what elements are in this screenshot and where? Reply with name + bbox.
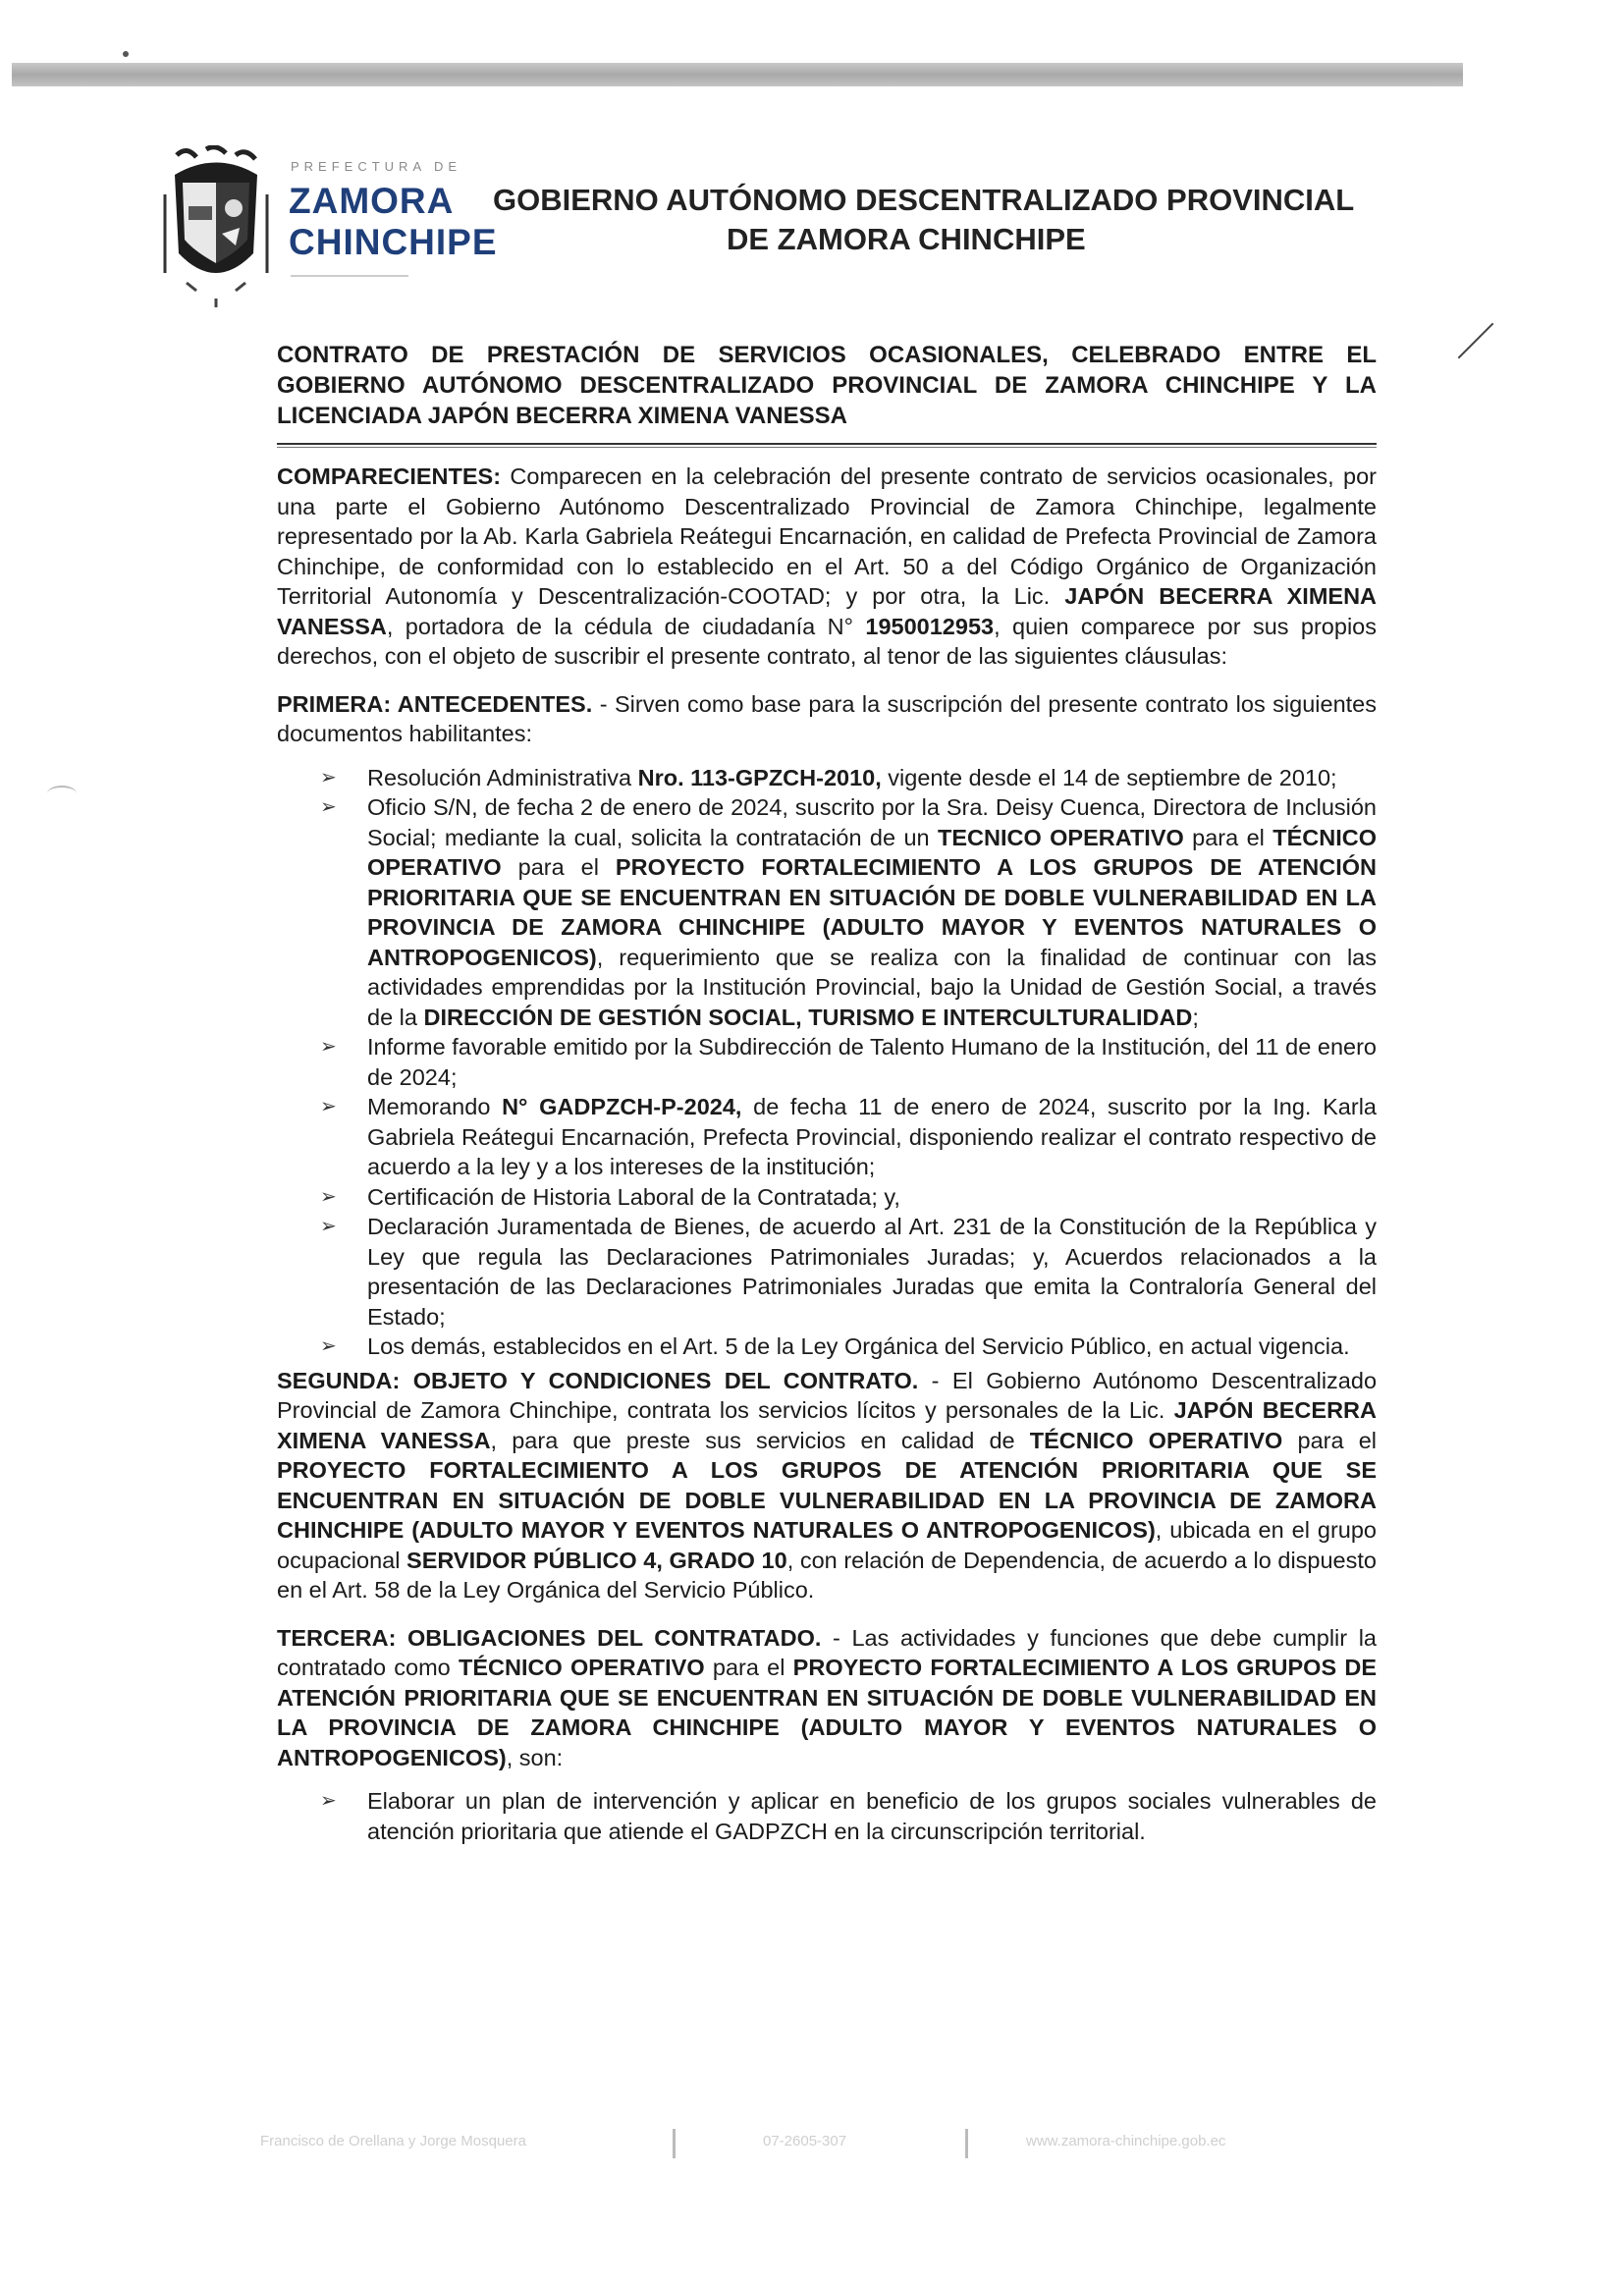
tercera-paragraph [277, 1623, 1377, 1773]
project-name: PROYECTO FORTALECIMIENTO A LOS GRUPOS DE ATENCIÓN PRIORITARIA QUE SE ENCUENTRAN EN SITUACIÓN DE DOBLE VULNERABILIDAD EN LA PROVINCIA DE ZAMORA CHINCHIPE (ADULTO MAYOR Y EVENTOS NATURALES O ANTROPOGENICOS) [277, 1457, 1377, 1543]
page-footer [260, 2129, 1340, 2158]
footer-separator [673, 2129, 676, 2158]
footer-separator [965, 2129, 968, 2158]
list-item [320, 792, 1378, 1032]
item-bold: PROYECTO FORTALECIMIENTO A LOS GRUPOS DE ATENCIÓN PRIORITARIA QUE SE ENCUENTRAN EN SITUACIÓN DE DOBLE VULNERABILIDAD EN LA PROVINCIA DE ZAMORA CHINCHIPE (ADULTO MAYOR Y EVENTOS NATURALES O ANTROPOGENICOS) [367, 854, 1378, 970]
item-text: de fecha 11 de enero de 2024, suscrito por la Ing. Karla Gabriela Reátegui Encarnación, Prefecta Provincial, disponiendo realizar el contrato respectivo de acuerdo a la ley y a los intereses de la institución; [367, 1094, 1377, 1179]
cedula-number: 1950012953 [865, 613, 995, 639]
government-title-line-1: GOBIERNO AUTÓNOMO DESCENTRALIZADO PROVINCIAL [493, 183, 1355, 217]
arrow-bullet-icon: ➢ [320, 1216, 337, 1237]
obligaciones-list [277, 1786, 1377, 1846]
item-bold: Nro. 113-GPZCH-2010, [637, 764, 882, 790]
brand-rule [291, 275, 408, 277]
item-bold: TECNICO OPERATIVO [937, 824, 1184, 850]
title-divider [277, 443, 1377, 448]
paragraph-text: - El Gobierno Autónomo Descentralizado Provincial de Zamora Chinchipe, contrata los servicios lícitos y personales de la Lic. [277, 1367, 1378, 1423]
brand-line-1: ZAMORA [289, 181, 455, 221]
paragraph-text: , con relación de Dependencia, de acuerdo a lo dispuesto en el Art. 58 de la Ley Orgánica del Servicio Público. [277, 1547, 1377, 1603]
list-item [320, 1212, 1377, 1332]
list-item [320, 1092, 1377, 1182]
paragraph-text: , ubicada en el grupo ocupacional [277, 1517, 1377, 1573]
primera-paragraph [277, 689, 1377, 749]
list-item [320, 1182, 1377, 1213]
comparecientes-paragraph [277, 462, 1377, 672]
antecedentes-list [277, 763, 1377, 1362]
section-label: TERCERA: OBLIGACIONES DEL CONTRATADO. [277, 1624, 822, 1651]
item-text: para el [1183, 824, 1273, 850]
paragraph-text: para el [704, 1655, 793, 1680]
job-title: TÉCNICO OPERATIVO [458, 1655, 705, 1680]
item-bold: N° GADPZCH-P-2024, [502, 1094, 742, 1119]
footer-website: www.zamora-chinchipe.gob.ec [1026, 2133, 1226, 2149]
brand-name [289, 181, 498, 263]
item-text: Oficio S/N, de fecha 2 de enero de 2024, suscrito por la Sra. Deisy Cuenca, Directora de Inclusión Social; mediante la cual, solicita la contratación de un [367, 794, 1377, 850]
contractor-name: JAPÓN BECERRA XIMENA VANESSA [277, 583, 1378, 639]
occupational-group: SERVIDOR PÚBLICO 4, GRADO 10 [406, 1547, 787, 1573]
section-label: PRIMERA: ANTECEDENTES. [277, 690, 593, 717]
item-text: vigente desde el 14 de septiembre de 2010; [881, 764, 1337, 790]
paragraph-text: , para que preste sus servicios en calidad de [490, 1427, 1030, 1453]
list-item [320, 1032, 1377, 1092]
paragraph-text: , quien comparece por sus propios derechos, con el objeto de suscribir el presente contrato, al tenor de las siguientes cláusulas: [277, 613, 1377, 669]
item-text: Memorando [367, 1094, 503, 1119]
list-item [320, 1332, 1377, 1362]
job-title: TÉCNICO OPERATIVO [1029, 1427, 1283, 1453]
government-title-line-2: DE ZAMORA CHINCHIPE [727, 222, 1086, 256]
arrow-bullet-icon: ➢ [320, 1036, 337, 1058]
item-text: Declaración Juramentada de Bienes, de acuerdo al Art. 231 de la Constitución de la República y Ley que regula las Declaraciones Patrimoniales Juradas; y, Acuerdos relacionados a la presentación de las Declaraciones Patrimoniales Juradas que emita la Contraloría General del Estado; [367, 1214, 1377, 1330]
pen-mark [1458, 323, 1494, 359]
item-bold: TÉCNICO OPERATIVO [367, 824, 1377, 880]
paragraph-text: - Las actividades y funciones que debe cumplir la contratado como [277, 1624, 1377, 1680]
paragraph-text: , son: [506, 1744, 564, 1770]
brand-line-2: CHINCHIPE [289, 222, 498, 262]
arrow-bullet-icon: ➢ [320, 1185, 337, 1208]
arrow-bullet-icon: ➢ [320, 766, 337, 789]
item-text: ; [1192, 1004, 1199, 1030]
section-label: COMPARECIENTES: [277, 463, 502, 489]
item-text: Elaborar un plan de intervención y aplicar en beneficio de los grupos sociales vulnerables de atención prioritaria que atiende el GADPZCH en la circunscripción territorial. [367, 1788, 1377, 1844]
paragraph-text: Comparecen en la celebración del presente contrato de servicios ocasionales, por una parte el Gobierno Autónomo Descentralizado Provincial de Zamora Chinchipe, legalmente representado por la Ab. Karla Gabriela Reátegui Encarnación, en calidad de Prefecta Provincial de Zamora Chinchipe, de conformidad con lo establecido en el Art. 50 a del Código Orgánico de Organización Territorial Autonomía y Descentralización-COOTAD; y por otra, la Lic. [277, 463, 1377, 609]
scan-speck [123, 51, 129, 57]
brand-prefix: PREFECTURA DE [291, 159, 462, 174]
arrow-bullet-icon: ➢ [320, 796, 337, 818]
letterhead [157, 137, 1394, 314]
item-text: para el [501, 854, 616, 880]
paragraph-text: - Sirven como base para la suscripción del presente contrato los siguientes documentos habilitantes: [277, 690, 1377, 746]
contractor-name: JAPÓN BECERRA XIMENA VANESSA [277, 1397, 1377, 1453]
item-text: Resolución Administrativa [367, 764, 638, 790]
item-text: , requerimiento que se realiza con la finalidad de continuar con las actividades emprendidas por la Institución Provincial, bajo la Unidad de Gestión Social, a través de la [367, 944, 1377, 1030]
arrow-bullet-icon: ➢ [320, 1790, 337, 1812]
section-label: SEGUNDA: OBJETO Y CONDICIONES DEL CONTRATO. [277, 1367, 919, 1393]
paragraph-text: para el [1282, 1427, 1377, 1453]
project-name: PROYECTO FORTALECIMIENTO A LOS GRUPOS DE ATENCIÓN PRIORITARIA QUE SE ENCUENTRAN EN SITUACIÓN DE DOBLE VULNERABILIDAD EN LA PROVINCIA DE ZAMORA CHINCHIPE (ADULTO MAYOR Y EVENTOS NATURALES O ANTROPOGENICOS) [277, 1655, 1377, 1770]
footer-address: Francisco de Orellana y Jorge Mosquera [260, 2133, 526, 2149]
item-bold: DIRECCIÓN DE GESTIÓN SOCIAL, TURISMO E INTERCULTURALIDAD [423, 1004, 1193, 1030]
contract-title: CONTRATO DE PRESTACIÓN DE SERVICIOS OCASIONALES, CELEBRADO ENTRE EL GOBIERNO AUTÓNOMO DESCENTRALIZADO PROVINCIAL DE ZAMORA CHINCHIPE Y LA LICENCIADA JAPÓN BECERRA XIMENA VANESSA [277, 342, 1377, 429]
segunda-paragraph [277, 1366, 1377, 1605]
item-text: Informe favorable emitido por la Subdirección de Talento Humano de la Institución, del 11 de enero de 2024; [367, 1034, 1377, 1090]
arrow-bullet-icon: ➢ [320, 1096, 337, 1117]
list-item [320, 1786, 1377, 1846]
paragraph-text: , portadora de la cédula de ciudadanía N° [386, 613, 866, 639]
scan-top-bar [12, 63, 1463, 86]
scan-smudge [47, 786, 77, 801]
item-text: Certificación de Historia Laboral de la Contratada; y, [367, 1183, 900, 1210]
contract-body [277, 340, 1377, 1850]
provincial-shield-logo-icon [157, 145, 275, 312]
item-text: Los demás, establecidos en el Art. 5 de la Ley Orgánica del Servicio Público, en actual vigencia. [367, 1333, 1350, 1359]
arrow-bullet-icon: ➢ [320, 1335, 337, 1357]
footer-phone: 07-2605-307 [763, 2133, 847, 2149]
list-item [320, 763, 1377, 793]
